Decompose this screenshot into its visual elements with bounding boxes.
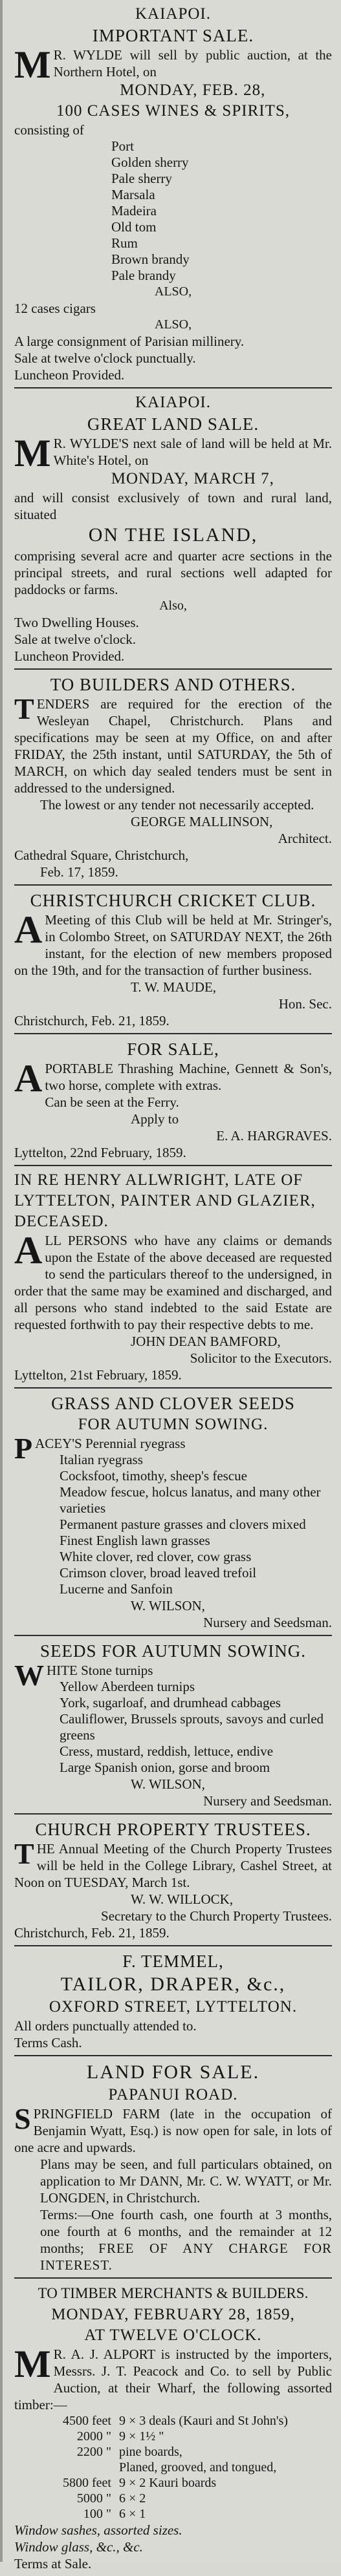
- list-item: Meadow fescue, holcus lanatus, and many other varieties: [60, 1484, 321, 1516]
- ad-body: and will consist exclusively of town and rural land, situated: [14, 490, 332, 522]
- list-item: Cocksfoot, timothy, sheep's fescue: [60, 1468, 247, 1484]
- list-item: Cauliflower, Brussels sprouts, savoys and curled greens: [60, 1711, 324, 1743]
- table-row: [14, 2491, 332, 2506]
- drop-cap: M: [14, 2343, 51, 2385]
- sashes-line: Window sashes, assorted sizes.: [14, 2522, 182, 2538]
- ad-subtitle: FOR AUTUMN SOWING.: [78, 1416, 269, 1433]
- desc-cell: Planed, grooved, and tongued,: [119, 2460, 277, 2475]
- also-label: ALSO,: [154, 317, 192, 332]
- signature-name: W. WILSON,: [131, 1776, 205, 1792]
- ad-title: GRASS AND CLOVER SEEDS: [51, 1394, 295, 1413]
- signature-role: Solicitor to the Executors.: [190, 1350, 332, 1366]
- sale-date: MONDAY, MARCH 7,: [111, 470, 274, 487]
- terms-line: Terms at Sale.: [14, 2556, 92, 2571]
- qty-cell: 2000 ": [76, 2429, 111, 2443]
- ad-church-trustees: [14, 1815, 332, 1946]
- ad-place: KAIAPOI.: [135, 5, 212, 23]
- ad-seeds-autumn: [14, 1636, 332, 1815]
- ad-body: ENDERS are required for the erection of the Wesleyan Chapel, Christchurch. Plans and specifications may be seen at my Office, on and after FRIDAY, the 25th instant, until SATURDAY, the 5th of MARCH, on which day sealed tenders must be sent in addressed to the undersigned.: [14, 696, 332, 796]
- ad-title: GREAT LAND SALE.: [87, 414, 259, 434]
- ad-subtitle: PAPANUI ROAD.: [108, 2086, 238, 2103]
- also-label: Also,: [159, 599, 187, 613]
- ad-land-papanui: [14, 2056, 332, 2279]
- ad-title: IMPORTANT SALE.: [92, 26, 254, 45]
- street-line: OXFORD STREET, LYTTELTON.: [49, 1998, 298, 2016]
- ad-kaiapoi-important-sale: [14, 0, 332, 389]
- qty-cell: [14, 2460, 119, 2475]
- list-item: White clover, red clover, cow grass: [60, 1549, 252, 1564]
- sale-time: Sale at twelve o'clock.: [14, 632, 137, 647]
- ad-title: CHURCH PROPERTY TRUSTEES.: [35, 1820, 311, 1839]
- address-line: Cathedral Square, Christchurch,: [14, 847, 189, 863]
- qty-cell: 4500 feet: [63, 2414, 111, 2428]
- list-item: Marsala: [111, 187, 155, 202]
- ad-place: KAIAPOI.: [135, 394, 212, 411]
- ad-builders-tenders: [14, 670, 332, 886]
- luncheon-line: Luncheon Provided.: [14, 648, 125, 664]
- ad-body-2: The lowest or any tender not necessarily accepted.: [40, 797, 314, 813]
- ad-title: SEEDS FOR AUTUMN SOWING.: [39, 1641, 307, 1661]
- ad-timber-sale: [14, 2279, 332, 2576]
- drop-cap: W: [14, 1659, 44, 1692]
- signature-role: Architect.: [278, 831, 332, 846]
- consisting-label: consisting of: [14, 122, 84, 138]
- drop-cap: A: [14, 908, 43, 951]
- table-row: [14, 2475, 332, 2491]
- table-row: [14, 2444, 332, 2460]
- list-item: Lucerne and Sanfoin: [60, 1581, 173, 1597]
- also-label: ALSO,: [154, 284, 192, 299]
- signature-name: W. WILSON,: [131, 1598, 205, 1613]
- list-item: York, sugarloaf, and drumhead cabbages: [60, 1695, 281, 1710]
- ad-date: Feb. 17, 1859.: [40, 864, 118, 880]
- list-item: Brown brandy: [111, 251, 190, 267]
- list-item: Golden sherry: [111, 154, 189, 170]
- desc-cell: 6 × 2: [119, 2491, 146, 2506]
- drop-cap: T: [14, 1837, 34, 1870]
- qty-cell: 5000 ": [76, 2491, 111, 2506]
- ad-title: TO TIMBER MERCHANTS & BUILDERS.: [38, 2285, 309, 2301]
- drop-cap: T: [14, 692, 34, 725]
- ad-for-sale-thrashing: [14, 1034, 332, 1166]
- list-item: Crimson clover, broad leaved trefoil: [60, 1565, 257, 1581]
- signature-role: Secretary to the Church Property Trustees.: [101, 1908, 332, 1924]
- table-row: [14, 2429, 332, 2444]
- list-item: Port: [111, 138, 135, 154]
- ad-title: F. TEMMEL,: [122, 1952, 224, 1971]
- ad-body: PORTABLE Thrashing Machine, Gennett & Son's, two horse, complete with extras.: [45, 1061, 332, 1093]
- ad-date: Christchurch, Feb. 21, 1859.: [14, 1013, 170, 1028]
- interest-note: FREE OF ANY CHARGE FOR INTEREST.: [40, 2241, 333, 2273]
- list-item: Madeira: [111, 203, 157, 218]
- houses-line: Two Dwelling Houses.: [14, 615, 139, 630]
- signature-name: W. W. WILLOCK,: [131, 1891, 234, 1907]
- list-item: Finest English lawn grasses: [60, 1533, 210, 1548]
- list-item: Old tom: [111, 219, 157, 235]
- first-line: HITE Stone turnips: [47, 1663, 153, 1678]
- signature-name: T. W. MAUDE,: [131, 979, 217, 995]
- desc-cell: 9 × 1½ ": [119, 2429, 164, 2443]
- sale-time: AT TWELVE O'CLOCK.: [84, 2326, 262, 2344]
- list-item: Italian ryegrass: [60, 1452, 143, 1467]
- ad-title: LAND FOR SALE.: [86, 2061, 260, 2083]
- ad-date: Lyttelton, 21st February, 1859.: [14, 1367, 182, 1383]
- terms-body: Terms:—One fourth cash, one fourth at 3 months, one fourth at 6 months, and the remainder at 12 months;: [40, 2207, 332, 2256]
- ad-intro: R. WYLDE'S next sale of land will be held at Mr. White's Hotel, on: [53, 436, 332, 468]
- list-item: Large Spanish onion, gorse and broom: [60, 1760, 270, 1775]
- list-item: Cress, mustard, reddish, lettuce, endive: [60, 1743, 274, 1759]
- glass-line: Window glass, &c., &c.: [14, 2539, 143, 2555]
- terms-line: Terms Cash.: [14, 2035, 82, 2050]
- drop-cap: P: [14, 1432, 33, 1465]
- ad-title: TO BUILDERS AND OTHERS.: [50, 675, 296, 694]
- item-list: [14, 138, 332, 284]
- ad-date: Lyttelton, 22nd February, 1859.: [14, 1145, 186, 1160]
- qty-cell: 5800 feet: [63, 2476, 111, 2490]
- apply-label: Apply to: [131, 1111, 179, 1127]
- drop-cap: M: [14, 432, 51, 474]
- sale-time: Sale at twelve o'clock punctually.: [14, 350, 196, 366]
- ad-body: R. A. J. ALPORT is instructed by the importers, Messrs. J. T. Peacock and Co. to sell by Public Auction, at their Wharf, the following assorted timber:—: [14, 2347, 332, 2412]
- first-line: ACEY'S Perennial ryegrass: [35, 1436, 186, 1451]
- signature-name: E. A. HARGRAVES.: [216, 1128, 332, 1144]
- luncheon-line: Luncheon Provided.: [14, 367, 125, 383]
- column-rule: [0, 0, 3, 2562]
- list-item: Rum: [111, 235, 138, 251]
- signature-role: Hon. Sec.: [278, 996, 332, 1012]
- drop-cap: S: [14, 2102, 31, 2135]
- ad-title: IN RE HENRY ALLWRIGHT, LATE OF LYTTELTON, PAINTER AND GLAZIER, DECEASED.: [14, 1171, 316, 1230]
- qty-cell: 2200 ": [76, 2445, 111, 2459]
- ad-body: HE Annual Meeting of the Church Property Trustees will be held in the College Library, Cashel Street, at Noon on TUESDAY, March 1st.: [14, 1841, 332, 1890]
- ad-body: PRINGFIELD FARM (late in the occupation of Benjamin Wyatt, Esq.) is now open for sale, in lots of one acre and upwards.: [14, 2106, 332, 2155]
- drop-cap: M: [14, 43, 51, 86]
- drop-cap: A: [14, 1057, 43, 1100]
- table-row: [14, 2413, 332, 2429]
- desc-cell: 9 × 3 deals (Kauri and St John's): [119, 2414, 288, 2428]
- sale-date: MONDAY, FEB. 28,: [120, 81, 266, 99]
- orders-line: All orders punctually attended to.: [14, 2018, 197, 2034]
- signature-role: Nursery and Seedsman.: [203, 1793, 332, 1809]
- ad-cricket-club: [14, 886, 332, 1034]
- lot-title: 100 CASES WINES & SPIRITS,: [56, 102, 290, 120]
- ad-body-2: comprising several acre and quarter acre sections in the principal streets, and rural sections well adapted for paddocks or farms.: [14, 548, 332, 597]
- desc-cell: 6 × 1: [119, 2507, 146, 2521]
- ad-body-2: Plans may be seen, and full particulars obtained, on application to Mr DANN, Mr. C. W. WYATT, or Mr. LONGDEN, in Christchurch.: [40, 2156, 332, 2206]
- desc-cell: pine boards,: [119, 2445, 182, 2459]
- cigars-line: 12 cases cigars: [14, 301, 96, 316]
- signature-name: GEORGE MALLINSON,: [131, 814, 273, 829]
- ad-temmel-tailor: [14, 1946, 332, 2056]
- ad-title: FOR SALE,: [127, 1039, 219, 1059]
- table-row: [14, 2460, 332, 2475]
- ad-kaiapoi-land-sale: [14, 389, 332, 670]
- ad-body: Meeting of this Club will be held at Mr. Stringer's, in Colombo Street, on SATURDAY NEXT, the 26th instant, for the election of new members proposed on the 19th, and for the transaction of further business.: [14, 912, 332, 978]
- list-item: Pale brandy: [111, 268, 176, 283]
- ad-date: Christchurch, Feb. 21, 1859.: [14, 1925, 170, 1941]
- desc-cell: 9 × 2 Kauri boards: [119, 2476, 217, 2490]
- signature-role: Nursery and Seedsman.: [203, 1615, 332, 1630]
- list-item: Permanent pasture grasses and clovers mixed: [60, 1517, 306, 1532]
- trade-line: TAILOR, DRAPER, &c.,: [60, 1974, 286, 1995]
- ad-title: CHRISTCHURCH CRICKET CLUB.: [30, 891, 316, 910]
- ad-body: LL PERSONS who have any claims or demands upon the Estate of the above deceased are requested to send the particulars thereof to the undersigned, in order that the same may be examined and discharged, and all persons who stand indebted to the said Estate are requested forthwith to pay their respective debts to me.: [14, 1233, 332, 1332]
- ad-intro: R. WYLDE will sell by public auction, at the Northern Hotel, on: [53, 47, 332, 80]
- list-item: Yellow Aberdeen turnips: [60, 1679, 195, 1694]
- list-item: Pale sherry: [111, 171, 172, 186]
- timber-list: [14, 2413, 332, 2522]
- ad-allwright-estate: [14, 1166, 332, 1389]
- seen-line: Can be seen at the Ferry.: [45, 1094, 179, 1110]
- island-heading: ON THE ISLAND,: [88, 524, 258, 546]
- qty-cell: 100 ": [83, 2507, 111, 2521]
- table-row: [14, 2506, 332, 2522]
- drop-cap: A: [14, 1229, 43, 1272]
- signature-name: JOHN DEAN BAMFORD,: [131, 1334, 281, 1349]
- sale-date: MONDAY, FEBRUARY 28, 1859,: [51, 2306, 295, 2323]
- ad-grass-seeds: [14, 1389, 332, 1636]
- millinery-line: A large consignment of Parisian millinery.: [14, 334, 245, 349]
